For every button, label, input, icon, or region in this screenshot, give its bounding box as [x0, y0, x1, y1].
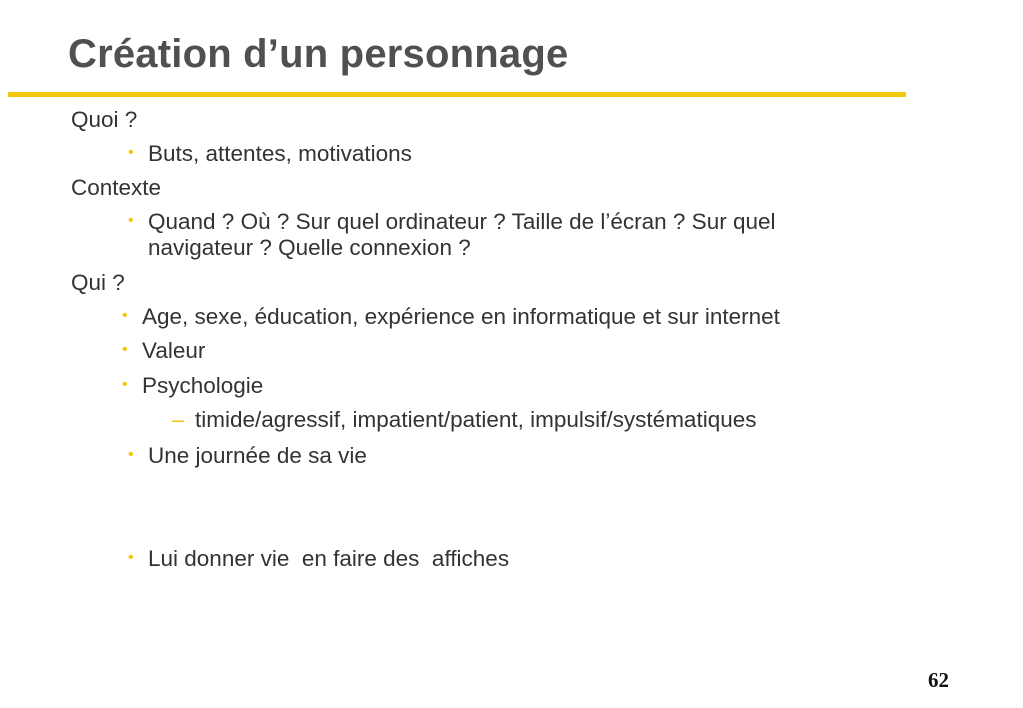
heading-contexte: Contexte [71, 175, 162, 200]
dash-bullet-icon: – [172, 407, 185, 432]
heading-quoi: Quoi ? [71, 107, 138, 132]
bullet-dot-icon: • [128, 144, 134, 161]
sub-bullet-traits: timide/agressif, impatient/patient, impulsif/systématiques [195, 407, 757, 432]
title-divider [8, 92, 906, 97]
bullet-affiches: Lui donner vie en faire des affiches [148, 546, 510, 571]
page-number: 62 [928, 668, 949, 692]
bullet-psychologie: Psychologie [142, 373, 264, 398]
bullet-valeur: Valeur [142, 338, 206, 363]
bullet-dot-icon: • [122, 307, 128, 324]
bullet-quand-line1: Quand ? Où ? Sur quel ordinateur ? Taille de l’écran ? Sur quel [148, 209, 776, 234]
bullet-dot-icon: • [128, 549, 134, 566]
bullet-dot-icon: • [122, 341, 128, 358]
slide-title: Création d’un personnage [68, 32, 569, 76]
bullet-quand-line2: navigateur ? Quelle connexion ? [148, 235, 471, 260]
bullet-buts: Buts, attentes, motivations [148, 141, 412, 166]
bullet-dot-icon: • [128, 446, 134, 463]
heading-qui: Qui ? [71, 270, 125, 295]
bullet-journee: Une journée de sa vie [148, 443, 367, 468]
bullet-age: Age, sexe, éducation, expérience en informatique et sur internet [142, 304, 780, 329]
bullet-dot-icon: • [128, 212, 134, 229]
bullet-dot-icon: • [122, 376, 128, 393]
